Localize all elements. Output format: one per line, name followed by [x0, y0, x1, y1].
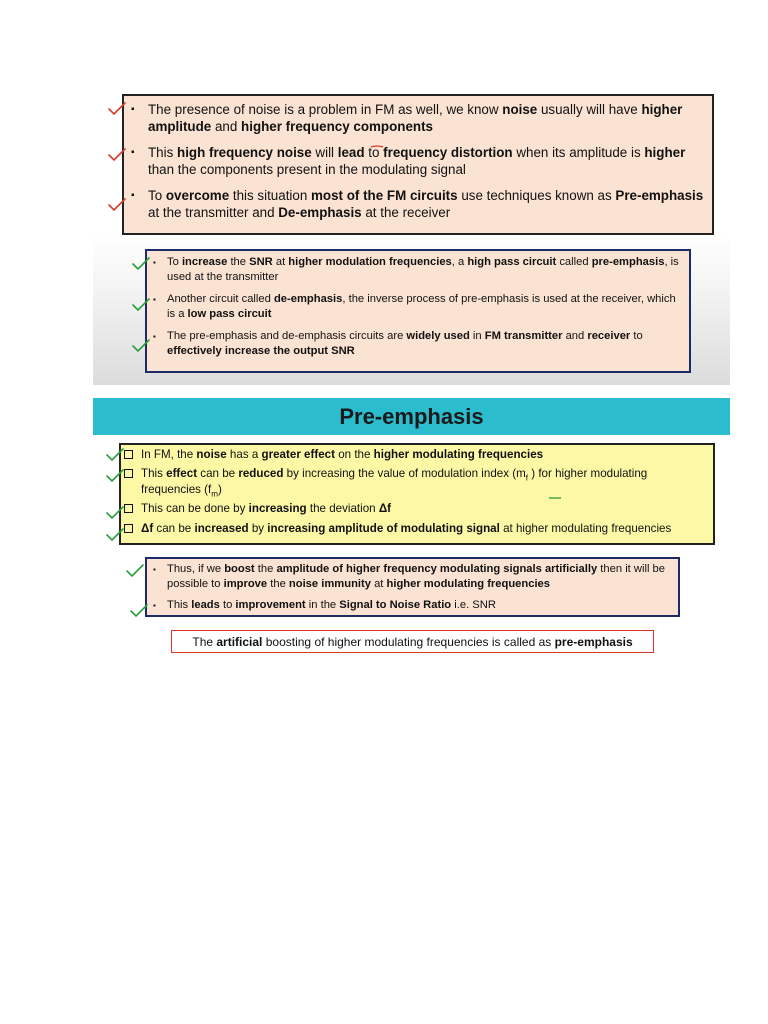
- list-item: ▪ The presence of noise is a problem in FM as well, we know noise usually will have higher amplitude and higher frequency components: [131, 102, 683, 134]
- snr-box: [145, 249, 691, 373]
- list-item: ▪ To overcome this situation most of the FM circuits use techniques known as Pre-emphasis at the transmitter and De-emphasis at the receiver: [131, 188, 704, 220]
- green-check-mark-icon: [106, 469, 124, 483]
- red-check-mark-icon: [108, 148, 126, 162]
- red-check-mark-icon: [108, 198, 126, 212]
- bullet-marker: ▪: [131, 147, 135, 158]
- definition-text: The artificial boosting of higher modulating frequencies is called as pre-emphasis: [192, 634, 633, 649]
- pre-emphasis-points-box: [119, 443, 715, 545]
- red-check-mark-icon: [108, 102, 126, 116]
- list-item: ▪ This leads to improvement in the Signal to Noise Ratio i.e. SNR: [153, 599, 496, 611]
- green-check-mark-icon: [132, 298, 150, 312]
- checkbox-bullet-icon: [124, 450, 133, 459]
- checkbox-bullet-icon: [124, 524, 133, 533]
- page-title: Pre-emphasis: [339, 403, 484, 429]
- list-item: This effect can be reduced by increasing the value of modulation index ($m_f$ ) for higher modulating frequencies $(f_m)$: [121, 466, 709, 498]
- handwritten-underline-icon: [370, 136, 384, 140]
- section-header-bar: [93, 398, 730, 435]
- bullet-marker: ▪: [153, 258, 156, 267]
- list-item: In FM, the noise has a greater effect on the higher modulating frequencies: [121, 447, 709, 463]
- bullet-marker: ▪: [153, 295, 156, 304]
- green-check-mark-icon: [106, 528, 124, 542]
- list-item: ▪ The pre-emphasis and de-emphasis circuits are widely used in FM transmitter and receiver to effectively increase the output SNR: [153, 330, 643, 357]
- green-check-mark-icon: [132, 339, 150, 353]
- list-item: ▪ Thus, if we boost the amplitude of higher frequency modulating signals artificially then it will be possible to improve the noise immunity at higher modulating frequencies: [153, 563, 665, 590]
- list-item: ▪ Another circuit called de-emphasis, the inverse process of pre-emphasis is used at the receiver, which is a low pass circuit: [153, 293, 676, 320]
- list-item: This can be done by increasing the deviation Δf: [121, 501, 709, 517]
- list-item: ▪ To increase the SNR at higher modulation frequencies, a high pass circuit called pre-emphasis, is used at the transmitter: [153, 256, 679, 283]
- boost-list: [147, 562, 678, 613]
- green-check-mark-icon: [132, 257, 150, 271]
- checkbox-bullet-icon: [124, 469, 133, 478]
- list-item: ▪ This high frequency noise will lead to frequency distortion when its amplitude is higher than the components present in the modulating signal: [131, 145, 686, 177]
- checkbox-bullet-icon: [124, 504, 133, 513]
- green-check-mark-icon: [126, 564, 144, 578]
- boost-box: [145, 557, 680, 617]
- pre-emphasis-points-list: [121, 447, 713, 537]
- bullet-marker: ▪: [131, 190, 135, 201]
- noise-problem-list: [124, 101, 712, 221]
- definition-box: [171, 630, 654, 653]
- bullet-marker: ▪: [153, 332, 156, 341]
- green-check-mark-icon: [106, 448, 124, 462]
- noise-problem-box: [122, 94, 714, 235]
- green-check-mark-icon: [106, 506, 124, 520]
- handwritten-underline-icon: [548, 487, 562, 491]
- snr-list: [147, 255, 689, 359]
- bullet-marker: ▪: [153, 565, 156, 574]
- bullet-marker: ▪: [153, 601, 156, 610]
- bullet-marker: ▪: [131, 104, 135, 115]
- green-check-mark-icon: [130, 604, 148, 618]
- list-item: Δf can be increased by increasing amplitude of modulating signal at higher modulating frequencies: [121, 521, 709, 537]
